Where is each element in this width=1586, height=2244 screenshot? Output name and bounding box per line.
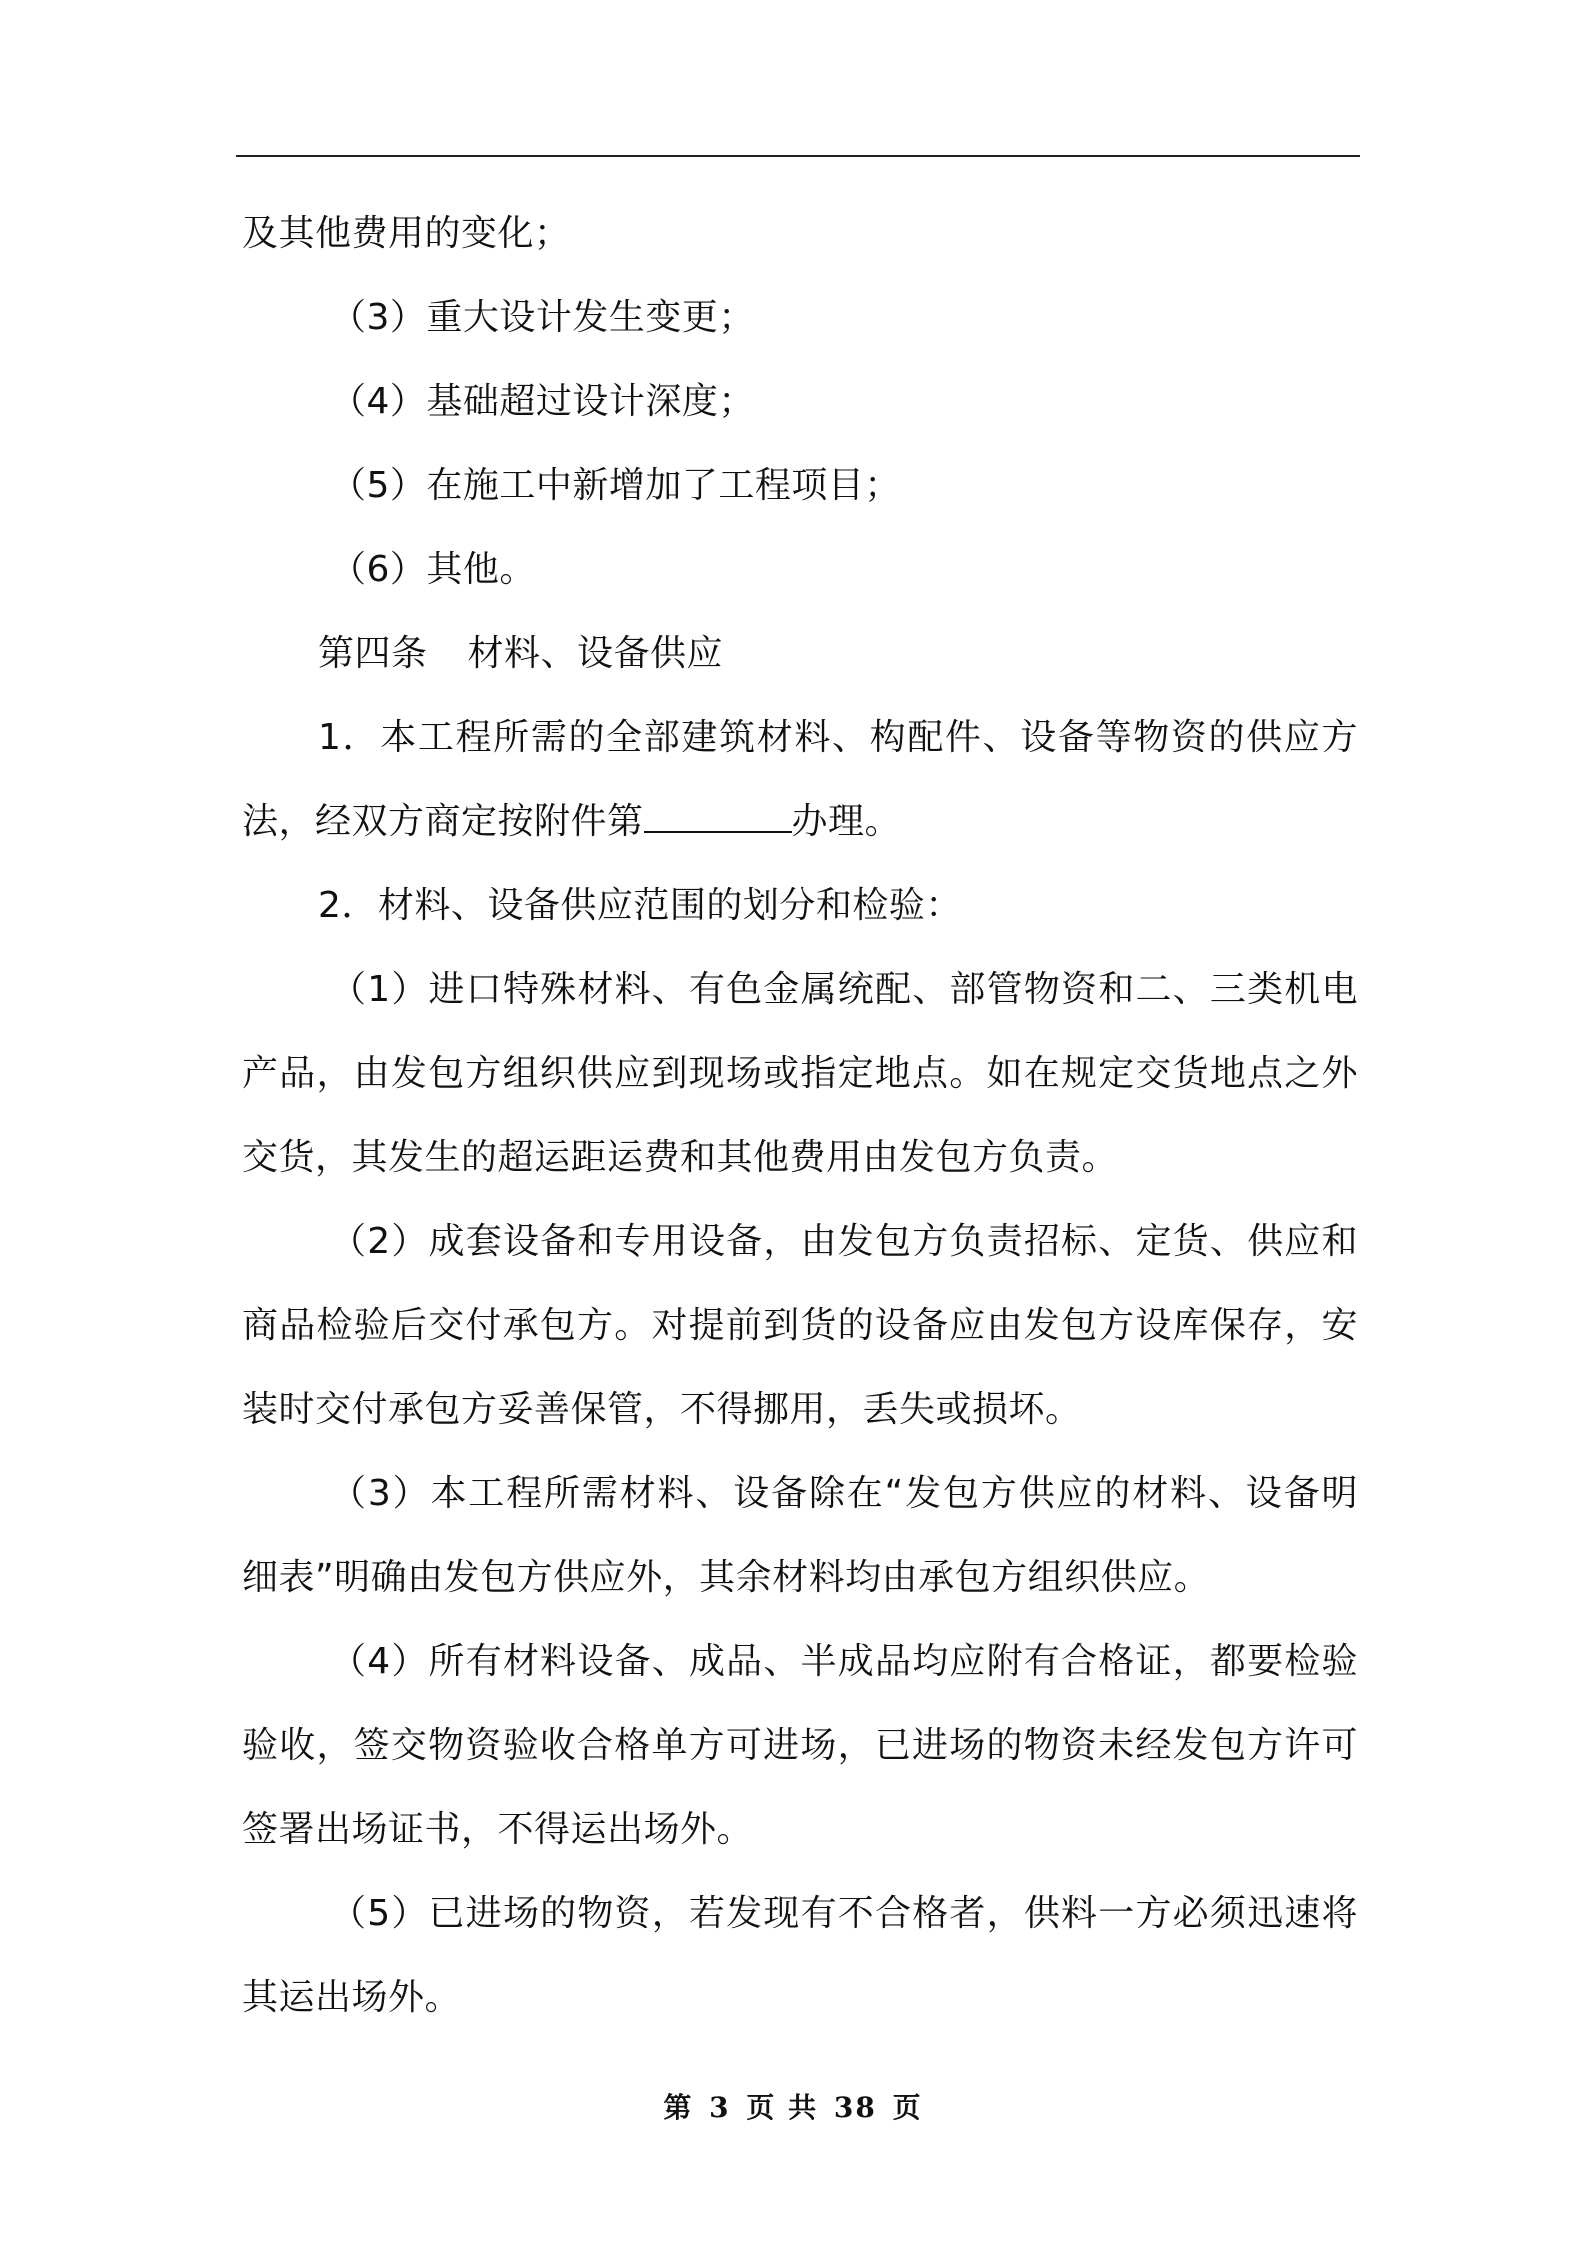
paragraph-continuation: 及其他费用的变化； (242, 213, 571, 254)
sub-item-1: （1）进口特殊材料、有色金属统配、部管物资和二、三类机电产品，由发包方组织供应到现场或指定地点。如在规定交货地点之外交货，其发生的超运距运费和其他费用由发包方负责。 (242, 969, 1358, 1178)
article-heading (242, 612, 1358, 696)
clause-1-text: 1．本工程所需的全部建筑材料、构配件、设备等物资的供应方法，经双方商定按附件第 (242, 717, 1358, 842)
clause-1 (242, 696, 1358, 864)
sub-item-3: （3）本工程所需材料、设备除在“发包方供应的材料、设备明细表”明确由发包方供应外，其余材料均由承包方组织供应。 (242, 1473, 1358, 1598)
list-item-6: （6）其他。 (330, 549, 536, 590)
clause-2: 2．材料、设备供应范围的划分和检验： (318, 885, 962, 926)
list-item-4: （4）基础超过设计深度； (330, 381, 755, 422)
article-number: 第四条 (318, 633, 428, 674)
header-rule (236, 155, 1360, 157)
sub-item-5: （5）已进场的物资，若发现有不合格者，供料一方必须迅速将其运出场外。 (242, 1893, 1358, 2018)
sub-item-2: （2）成套设备和专用设备，由发包方负责招标、定货、供应和商品检验后交付承包方。对提前到货的设备应由发包方设库保存，安装时交付承包方妥善保管，不得挪用，丢失或损坏。 (242, 1221, 1358, 1430)
clause-1-tail: 办理。 (791, 801, 902, 842)
list-item-3: （3）重大设计发生变更； (330, 297, 755, 338)
article-title: 材料、设备供应 (467, 633, 724, 674)
page-footer (0, 2086, 1586, 2126)
footer-middle: 页 共 (746, 2091, 819, 2124)
footer-prefix: 第 (663, 2091, 694, 2124)
total-page-count: 38 (833, 2091, 877, 2124)
sub-item-4: （4）所有材料设备、成品、半成品均应附有合格证，都要检验验收，签交物资验收合格单方可进场，已进场的物资未经发包方许可签署出场证书，不得运出场外。 (242, 1641, 1358, 1850)
list-item-5: （5）在施工中新增加了工程项目； (330, 465, 901, 506)
current-page-number: 3 (709, 2091, 731, 2124)
fill-in-blank (644, 801, 792, 833)
document-body (242, 192, 1358, 2040)
footer-suffix: 页 (892, 2091, 923, 2124)
